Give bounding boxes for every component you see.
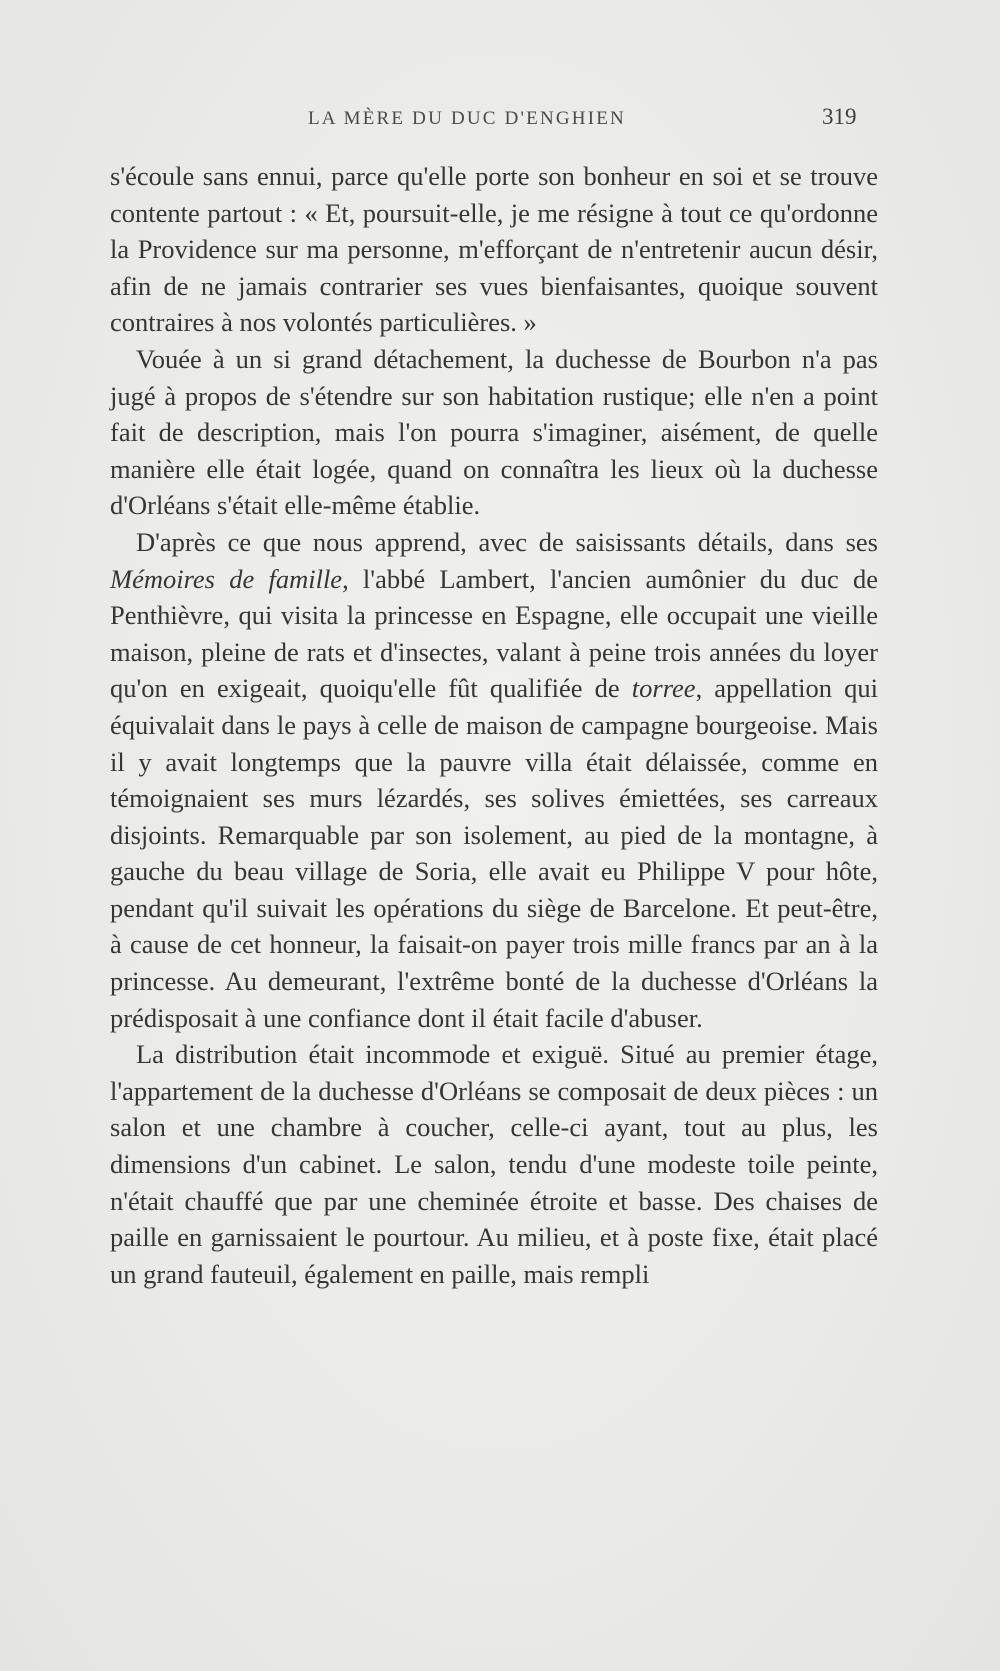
body-text bbox=[110, 158, 878, 1292]
paragraph-1: s'écoule sans ennui, parce qu'elle porte son bonheur en soi et se trouve contente partout : « Et, poursuit-elle, je me résigne à tout ce qu'ordonne la Providence sur ma personne, m'efforçant de n'entretenir aucun désir, afin de ne jamais contrarier ses vues bienfaisantes, quoique souvent contraires à nos volontés particulières. » bbox=[110, 161, 878, 338]
book-title-italic: Mémoires de famille bbox=[110, 563, 343, 594]
paragraph-4: La distribution était incommode et exiguë. Situé au premier étage, l'appartement de la duchesse d'Orléans se composait de deux pièces : un salon et une chambre à coucher, celle-ci ayant, tout au plus, les dimensions d'un cabinet. Le salon, tendu d'une modeste toile peinte, n'était chauffé que par une cheminée étroite et basse. Des chaises de paille en garnissaient le pourtour. Au milieu, et à poste fixe, était placé un grand fauteuil, également en paille, mais rempli bbox=[110, 1039, 878, 1289]
paragraph-3-part-c: , appellation qui équivalait dans le pays à celle de maison de campagne bourgeoise. Mais il y avait longtemps que la pauvre villa était délaissée, comme en témoignaient ses murs lézardés, ses solives émiettées, ses carreaux disjoints. Remarquable par son isolement, au pied de la montagne, à gauche du beau village de Soria, elle avait eu Philippe V pour hôte, pendant qu'il suivait les opérations du siège de Barcelone. Et peut-être, à cause de cet honneur, la faisait-on payer trois mille francs par an à la princesse. Au demeurant, l'extrême bonté de la duchesse d'Orléans la prédisposait à une confiance dont il était facile d'abuser. bbox=[110, 673, 878, 1033]
paragraph-2: Vouée à un si grand détachement, la duchesse de Bourbon n'a pas jugé à propos de s'étendre sur son habitation rustique; elle n'en a point fait de description, mais l'on pourra s'imaginer, aisément, de quelle manière elle était logée, quand on connaîtra les lieux où la duchesse d'Orléans s'était elle-même établie. bbox=[110, 343, 878, 521]
paragraph-3-part-a: D'après ce que nous apprend, avec de saisissants détails, dans ses bbox=[136, 526, 878, 557]
running-title: LA MÈRE DU DUC D'ENGHIEN bbox=[308, 108, 626, 129]
page-number: 319 bbox=[822, 104, 857, 129]
paragraph-3-part-b: , l'abbé Lambert, l'ancien aumônier du duc de Penthièvre, qui visita la princesse en Espagne, elle occupait une vieille maison, pleine de rats et d'insectes, valant à peine trois années du loyer qu'on en exigeait, quoiqu'elle fût qualifiée de bbox=[110, 563, 878, 704]
spanish-term-italic: torree bbox=[631, 673, 696, 704]
paragraph-3 bbox=[110, 524, 878, 1036]
